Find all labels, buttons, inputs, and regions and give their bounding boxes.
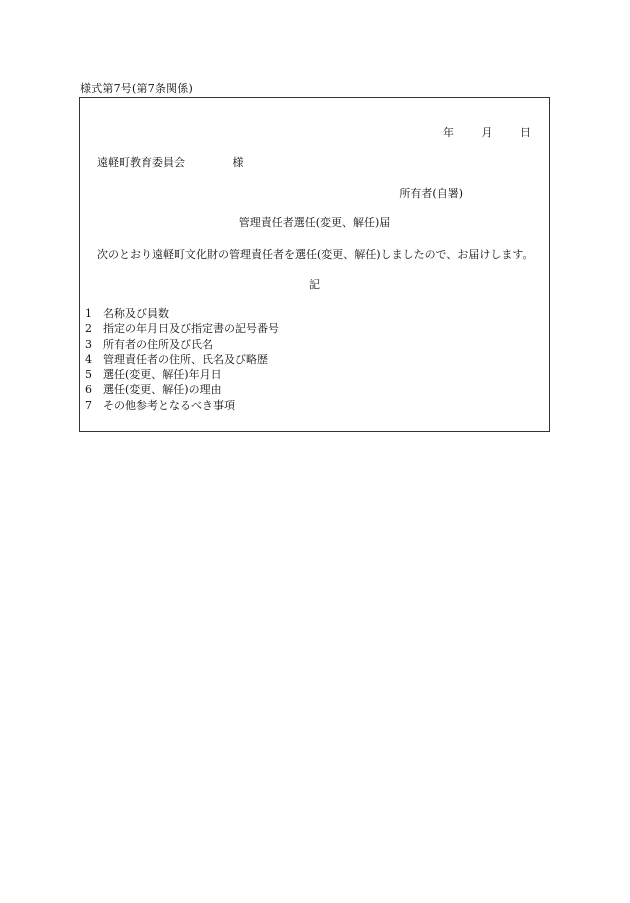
owner-signature-label: 所有者(自署) bbox=[399, 187, 463, 200]
item-text: 管理責任者の住所、氏名及び略歴 bbox=[103, 352, 268, 366]
item-number: 2 bbox=[85, 322, 92, 336]
list-item bbox=[85, 321, 279, 336]
item-number: 7 bbox=[85, 398, 92, 412]
item-text: 名称及び員数 bbox=[103, 307, 169, 320]
list-item bbox=[85, 398, 279, 413]
list-item bbox=[85, 306, 279, 321]
list-item bbox=[85, 382, 279, 397]
addressee-honorific: 様 bbox=[232, 156, 244, 169]
form-number: 様式第7号(第7条関係) bbox=[80, 82, 193, 95]
item-list bbox=[85, 306, 279, 413]
item-number: 3 bbox=[85, 337, 92, 351]
item-number: 1 bbox=[85, 307, 92, 320]
item-text: 所有者の住所及び氏名 bbox=[103, 337, 213, 351]
ki-heading: 記 bbox=[309, 278, 320, 291]
list-item bbox=[85, 337, 279, 352]
date-day-label: 日 bbox=[520, 126, 531, 139]
document-title: 管理責任者選任(変更、解任)届 bbox=[238, 216, 391, 229]
item-text: 選任(変更、解任)年月日 bbox=[103, 368, 222, 382]
item-text: 指定の年月日及び指定書の記号番号 bbox=[103, 322, 279, 336]
item-number: 6 bbox=[85, 383, 92, 397]
date-month-label: 月 bbox=[481, 126, 493, 139]
list-item bbox=[85, 352, 279, 367]
addressee-name: 遠軽町教育委員会 bbox=[97, 156, 185, 169]
item-number: 4 bbox=[85, 352, 92, 366]
body-text: 次のとおり遠軽町文化財の管理責任者を選任(変更、解任)しましたので、お届けします。 bbox=[97, 248, 534, 261]
item-number: 5 bbox=[85, 368, 92, 382]
date-row bbox=[443, 124, 531, 140]
addressee bbox=[97, 154, 244, 170]
form-frame bbox=[79, 97, 550, 432]
list-item bbox=[85, 367, 279, 382]
item-text: 選任(変更、解任)の理由 bbox=[103, 383, 222, 397]
item-text: その他参考となるべき事項 bbox=[103, 398, 235, 412]
date-year-label: 年 bbox=[443, 126, 454, 139]
